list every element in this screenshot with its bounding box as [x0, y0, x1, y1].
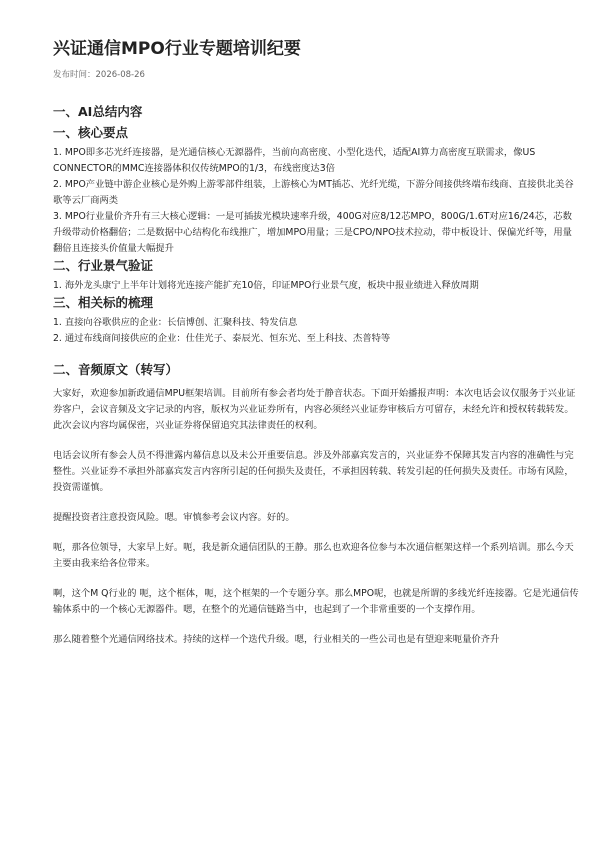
transcript-paragraph: 大家好，欢迎参加新政通信MPU框架培训。目前所有参会者均处于静音状态。下面开始播报声明：本次电话会议仅服务于兴业证券客户，会议音频及文字记录的内容，版权为兴业证券所有，内容必须经兴业证券审核后方可留存，未经允许和授权转载转发。此次会议内容均属保密，兴业证券将保留追究其法律责任的权利。	[53, 388, 576, 431]
core-point-item: 3. MPO行业量价齐升有三大核心逻辑：一是可插拔光模块速率升级，400G对应8/12芯MPO，800G/1.6T对应16/24芯，芯数升级带动价格翻倍；二是数据中心结构化布线推广，增加MPO用量；三是CPO/NPO技术拉动，带中板设计、保偏光纤等，用量翻倍且连接头价值量大幅提升	[53, 211, 572, 254]
transcript-paragraph: 那么随着整个光通信网络技术。持续的这样一个迭代升级。嗯，行业相关的一些公司也是有望迎来呃量价齐升	[53, 634, 500, 645]
transcript-paragraph: 提醒投资者注意投资风险。嗯。审慎参考会议内容。好的。	[53, 512, 295, 523]
validation-item: 1. 海外龙头康宁上半年计划将光连接产能扩充10倍，印证MPO行业景气度，板块中报业绩进入释放周期	[53, 280, 479, 291]
target-item: 2. 通过布线商间接供应的企业：仕佳光子、泰辰光、恒东光、至上科技、杰普特等	[53, 333, 391, 344]
core-points-heading: 一、核心要点	[53, 125, 129, 140]
core-point-item: 1. MPO即多芯光纤连接器，是光通信核心无源器件，当前向高密度、小型化迭代，适配AI算力高密度互联需求，像US CONNECTOR的MMC连接器体积仅传统MPO的1/3，布线密度达3倍	[53, 147, 536, 174]
transcript-heading: 二、音频原文（转写）	[53, 362, 179, 377]
target-item: 1. 直接向谷歌供应的企业：长信博创、汇聚科技、特发信息	[53, 317, 298, 328]
transcript-paragraph: 电话会议所有参会人员不得泄露内幕信息以及未公开重要信息。涉及外部嘉宾发言的，兴业证券不保障其发言内容的准确性与完整性。兴业证券不承担外部嘉宾发言内容所引起的任何损失及责任，不承担因转载、转发引起的任何损失及责任。市场有风险，投资需谨慎。	[53, 450, 574, 493]
validation-heading: 二、行业景气验证	[53, 258, 154, 273]
ai-summary-heading: 一、AI总结内容	[53, 104, 143, 119]
transcript-paragraph: 呃，那各位领导，大家早上好。呃，我是新众通信团队的王静。那么也欢迎各位参与本次通信框架这样一个系列培训。那么今天主要由我来给各位带来。	[53, 542, 574, 569]
publish-date: 发布时间：2026-08-26	[53, 70, 145, 80]
transcript-paragraph: 啊，这个M Q行业的 呃，这个框体，呃，这个框架的一个专题分享。那么MPO呢，也就是所谓的多线光纤连接器。它是光通信传输体系中的一个核心无源器件。嗯，在整个的光通信链路当中，也起到了一个非常重要的一个支撑作用。	[53, 588, 579, 615]
core-point-item: 2. MPO产业链中游企业核心是外购上游零部件组装，上游核心为MT插芯、光纤光缆，下游分间接供终端布线商、直接供北美谷歌等云厂商两类	[53, 179, 574, 206]
targets-heading: 三、相关标的梳理	[53, 295, 154, 310]
document-title: 兴证通信MPO行业专题培训纪要	[53, 39, 301, 59]
